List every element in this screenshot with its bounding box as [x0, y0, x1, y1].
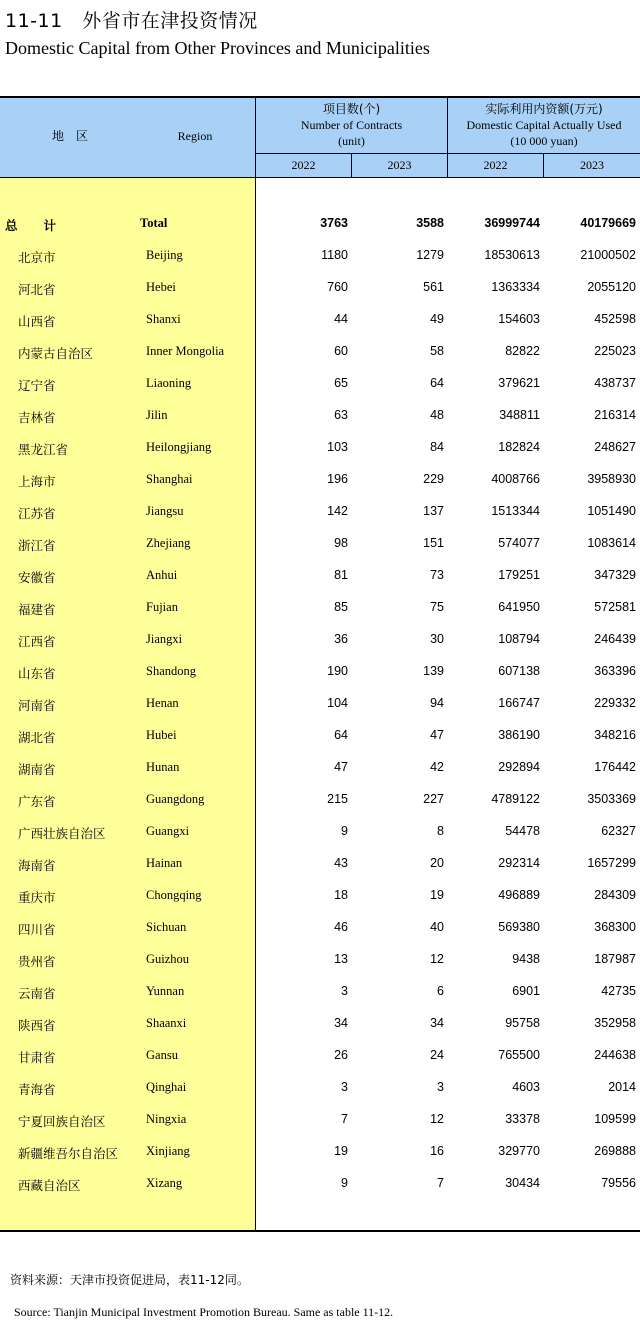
contracts-2023: 151 — [423, 536, 444, 550]
region-name-en: Inner Mongolia — [146, 344, 225, 358]
capital-2022: 292894 — [498, 760, 540, 774]
capital-2022: 379621 — [498, 376, 540, 390]
bottom-rule — [0, 1230, 640, 1232]
year-header: 2023 — [387, 158, 412, 172]
region-name-en: Zhejiang — [146, 536, 191, 550]
region-name-en: Jilin — [146, 408, 168, 422]
capital-2022: 496889 — [498, 888, 540, 902]
region-name-zh: 吉林省 — [18, 410, 56, 425]
capital-2023: 79556 — [601, 1176, 636, 1190]
contracts-2022: 43 — [334, 856, 348, 870]
region-name-zh: 上海市 — [18, 474, 56, 489]
region-name-zh: 广西壮族自治区 — [18, 826, 106, 841]
contracts-2023: 561 — [423, 280, 444, 294]
capital-2022: 54478 — [505, 824, 540, 838]
capital-2023: 438737 — [594, 376, 636, 390]
contracts-2023: 7 — [437, 1176, 444, 1190]
capital-2023: 1051490 — [587, 504, 636, 518]
table-row — [0, 1010, 640, 1042]
region-name-en: Heilongjiang — [146, 440, 212, 454]
year-header: 2022 — [291, 158, 316, 172]
table-row — [0, 946, 640, 978]
table-row — [0, 562, 640, 594]
capital-2023: 368300 — [594, 920, 636, 934]
contracts-2023: 64 — [430, 376, 444, 390]
region-name-zh: 安徽省 — [18, 570, 56, 585]
contracts-2023: 19 — [430, 888, 444, 902]
capital-2022: 18530613 — [484, 248, 540, 262]
contracts-2023: 84 — [430, 440, 444, 454]
region-name-en: Fujian — [146, 600, 178, 614]
capital-2023: 187987 — [594, 952, 636, 966]
contracts-2023: 3588 — [416, 216, 444, 230]
region-name-zh: 贵州省 — [18, 954, 56, 969]
contracts-2022: 44 — [334, 312, 348, 326]
region-name-zh: 河南省 — [18, 698, 56, 713]
contracts-2022: 46 — [334, 920, 348, 934]
region-name-zh: 西藏自治区 — [18, 1178, 81, 1193]
table-title-en: Domestic Capital from Other Provinces and Municipalities — [5, 38, 430, 58]
region-header-zh: 地 区 — [51, 129, 88, 143]
capital-2022: 1513344 — [491, 504, 540, 518]
contracts-2023: 73 — [430, 568, 444, 582]
capital-2022: 30434 — [505, 1176, 540, 1190]
capital-2023: 347329 — [594, 568, 636, 582]
region-name-en: Hainan — [146, 856, 183, 870]
capital-2022: 154603 — [498, 312, 540, 326]
capital-2023: 2014 — [608, 1080, 636, 1094]
region-name-en: Xinjiang — [146, 1144, 190, 1158]
table-row — [0, 1138, 640, 1170]
region-name-zh: 青海省 — [18, 1082, 56, 1097]
capital-2023: 40179669 — [580, 216, 636, 230]
table-row — [0, 1074, 640, 1106]
contracts-2023: 49 — [430, 312, 444, 326]
contracts-header-zh: 项目数(个) — [322, 102, 381, 116]
table-row — [0, 434, 640, 466]
capital-2023: 1083614 — [587, 536, 636, 550]
region-name-en: Yunnan — [146, 984, 185, 998]
region-name-zh: 内蒙古自治区 — [18, 346, 94, 361]
region-name-zh: 四川省 — [18, 922, 56, 937]
region-name-zh: 海南省 — [18, 858, 56, 873]
data-table — [0, 96, 640, 1232]
region-name-zh: 江苏省 — [18, 506, 56, 521]
contracts-2023: 34 — [430, 1016, 444, 1030]
contracts-header-en: Number of Contracts — [300, 118, 403, 132]
contracts-2022: 142 — [327, 504, 348, 518]
region-name-zh: 陕西省 — [18, 1018, 56, 1033]
capital-2022: 348811 — [499, 408, 540, 422]
capital-2022: 4789122 — [491, 792, 540, 806]
year-header: 2023 — [580, 158, 604, 172]
contracts-2022: 9 — [341, 824, 348, 838]
capital-2022: 95758 — [505, 1016, 540, 1030]
table-row — [0, 722, 640, 754]
capital-2022: 166747 — [498, 696, 540, 710]
contracts-2022: 81 — [334, 568, 348, 582]
capital-2023: 348216 — [594, 728, 636, 742]
contracts-2023: 229 — [423, 472, 444, 486]
region-name-en: Beijing — [146, 248, 183, 262]
contracts-2023: 139 — [423, 664, 444, 678]
table-row — [0, 594, 640, 626]
contracts-2022: 3 — [341, 984, 348, 998]
capital-2023: 452598 — [594, 312, 636, 326]
capital-2023: 244638 — [594, 1048, 636, 1062]
contracts-header-unit: (unit) — [338, 134, 365, 148]
region-name-en: Guangdong — [146, 792, 205, 806]
capital-2023: 62327 — [601, 824, 636, 838]
table-row — [0, 338, 640, 370]
region-name-zh: 山东省 — [18, 666, 56, 681]
region-name-zh: 辽宁省 — [18, 378, 56, 393]
capital-2023: 225023 — [594, 344, 636, 358]
contracts-2022: 65 — [334, 376, 348, 390]
table-row — [0, 306, 640, 338]
capital-header-zh: 实际利用内资额(万元) — [485, 102, 603, 116]
region-name-en: Hunan — [146, 760, 180, 774]
region-name-zh: 新疆维吾尔自治区 — [18, 1146, 119, 1161]
table-row — [0, 1042, 640, 1074]
region-name-zh: 浙江省 — [18, 538, 56, 553]
contracts-2023: 47 — [430, 728, 444, 742]
capital-2022: 4603 — [512, 1080, 540, 1094]
table-row — [0, 1170, 640, 1202]
table-row — [0, 818, 640, 850]
contracts-2022: 34 — [334, 1016, 348, 1030]
capital-2022: 36999744 — [484, 216, 540, 230]
top-rule — [0, 96, 640, 98]
region-name-en: Guangxi — [146, 824, 190, 838]
contracts-2022: 104 — [327, 696, 348, 710]
contracts-2023: 6 — [437, 984, 444, 998]
capital-2023: 2055120 — [587, 280, 636, 294]
region-name-zh: 河北省 — [18, 282, 56, 297]
region-header-en: Region — [177, 129, 213, 143]
capital-header-en: Domestic Capital Actually Used — [466, 118, 622, 132]
contracts-2023: 94 — [430, 696, 444, 710]
contracts-2022: 63 — [334, 408, 348, 422]
table-title-zh: 11-11 外省市在津投资情况 — [5, 10, 258, 32]
table-row — [0, 402, 640, 434]
contracts-2022: 47 — [334, 760, 348, 774]
contracts-2022: 190 — [327, 664, 348, 678]
region-name-zh: 黑龙江省 — [18, 442, 69, 457]
capital-2023: 21000502 — [580, 248, 636, 262]
contracts-2022: 98 — [334, 536, 348, 550]
capital-2022: 641950 — [498, 600, 540, 614]
region-name-en: Hebei — [146, 280, 176, 294]
region-name-en: Henan — [146, 696, 179, 710]
contracts-2022: 36 — [334, 632, 348, 646]
capital-2023: 246439 — [594, 632, 636, 646]
capital-2022: 607138 — [498, 664, 540, 678]
region-name-zh: 广东省 — [18, 794, 56, 809]
capital-2023: 3503369 — [587, 792, 636, 806]
contracts-2022: 1180 — [321, 248, 348, 262]
capital-2023: 284309 — [594, 888, 636, 902]
table-row — [0, 786, 640, 818]
capital-2022: 9438 — [512, 952, 540, 966]
contracts-2022: 60 — [334, 344, 348, 358]
contracts-2022: 7 — [341, 1112, 348, 1126]
region-name-en: Jiangxi — [146, 632, 183, 646]
contracts-2022: 196 — [327, 472, 348, 486]
capital-2023: 269888 — [594, 1144, 636, 1158]
region-name-zh: 甘肃省 — [18, 1050, 56, 1065]
capital-2023: 363396 — [594, 664, 636, 678]
contracts-2023: 16 — [430, 1144, 444, 1158]
capital-2022: 569380 — [498, 920, 540, 934]
capital-2022: 108794 — [498, 632, 540, 646]
region-name-zh: 北京市 — [18, 250, 56, 265]
table-row — [0, 914, 640, 946]
region-name-zh: 重庆市 — [18, 890, 56, 905]
contracts-2023: 137 — [423, 504, 444, 518]
table-row — [0, 626, 640, 658]
capital-2023: 3958930 — [587, 472, 636, 486]
capital-2022: 765500 — [498, 1048, 540, 1062]
contracts-2022: 9 — [341, 1176, 348, 1190]
source-note-en: Source: Tianjin Municipal Investment Promotion Bureau. Same as table 11-12. — [14, 1305, 394, 1319]
contracts-2023: 12 — [430, 1112, 444, 1126]
region-name-en: Ningxia — [146, 1112, 187, 1126]
contracts-2022: 215 — [327, 792, 348, 806]
capital-2022: 292314 — [498, 856, 540, 870]
capital-header-unit: (10 000 yuan) — [510, 134, 578, 148]
region-name-en: Sichuan — [146, 920, 187, 934]
table-row — [0, 978, 640, 1010]
capital-2022: 4008766 — [491, 472, 540, 486]
capital-2022: 6901 — [512, 984, 540, 998]
capital-2022: 179251 — [498, 568, 540, 582]
contracts-2023: 42 — [430, 760, 444, 774]
region-name-en: Liaoning — [146, 376, 192, 390]
table-row — [0, 754, 640, 786]
capital-2023: 229332 — [594, 696, 636, 710]
contracts-2022: 3 — [341, 1080, 348, 1094]
contracts-2022: 85 — [334, 600, 348, 614]
contracts-2023: 1279 — [416, 248, 444, 262]
contracts-2023: 75 — [430, 600, 444, 614]
region-name-en: Total — [140, 216, 168, 230]
table-row — [0, 274, 640, 306]
contracts-2023: 3 — [437, 1080, 444, 1094]
capital-2023: 216314 — [594, 408, 636, 422]
contracts-2022: 760 — [327, 280, 348, 294]
contracts-2022: 18 — [334, 888, 348, 902]
capital-2023: 352958 — [594, 1016, 636, 1030]
capital-2022: 329770 — [498, 1144, 540, 1158]
table-row — [0, 690, 640, 722]
contracts-2023: 20 — [430, 856, 444, 870]
region-name-zh: 江西省 — [18, 634, 56, 649]
contracts-2022: 13 — [334, 952, 348, 966]
region-name-en: Guizhou — [146, 952, 190, 966]
contracts-2022: 19 — [334, 1144, 348, 1158]
table-row-total — [0, 210, 640, 242]
region-name-zh: 宁夏回族自治区 — [18, 1114, 106, 1129]
table-row — [0, 370, 640, 402]
source-note-zh: 资料来源：天津市投资促进局，表11-12同。 — [10, 1273, 249, 1287]
capital-2023: 1657299 — [587, 856, 636, 870]
table-row — [0, 1106, 640, 1138]
header-rule — [0, 177, 640, 178]
capital-2022: 1363334 — [491, 280, 540, 294]
region-name-zh: 云南省 — [18, 986, 56, 1001]
contracts-2023: 24 — [430, 1048, 444, 1062]
contracts-2023: 227 — [423, 792, 444, 806]
capital-2023: 248627 — [594, 440, 636, 454]
table-row — [0, 850, 640, 882]
region-name-en: Qinghai — [146, 1080, 187, 1094]
region-name-en: Shaanxi — [146, 1016, 187, 1030]
contracts-2022: 103 — [327, 440, 348, 454]
region-name-zh: 总计 — [5, 218, 83, 233]
contracts-2023: 30 — [430, 632, 444, 646]
capital-2023: 176442 — [594, 760, 636, 774]
capital-2022: 33378 — [505, 1112, 540, 1126]
region-name-en: Anhui — [146, 568, 178, 582]
contracts-2023: 8 — [437, 824, 444, 838]
table-row — [0, 498, 640, 530]
region-name-zh: 山西省 — [18, 314, 56, 329]
contracts-2023: 58 — [430, 344, 444, 358]
year-row-rule — [255, 153, 640, 154]
region-name-zh: 湖北省 — [18, 730, 56, 745]
capital-2022: 182824 — [498, 440, 540, 454]
contracts-2023: 48 — [430, 408, 444, 422]
region-name-en: Hubei — [146, 728, 177, 742]
region-name-en: Xizang — [146, 1176, 183, 1190]
table-row — [0, 242, 640, 274]
region-name-zh: 湖南省 — [18, 762, 56, 777]
region-name-en: Shanxi — [146, 312, 181, 326]
table-row — [0, 466, 640, 498]
region-name-en: Shandong — [146, 664, 196, 678]
capital-2023: 109599 — [594, 1112, 636, 1126]
capital-2022: 82822 — [505, 344, 540, 358]
contracts-2022: 3763 — [320, 216, 348, 230]
table-row — [0, 882, 640, 914]
capital-2022: 574077 — [498, 536, 540, 550]
region-name-en: Chongqing — [146, 888, 202, 902]
contracts-2022: 26 — [334, 1048, 348, 1062]
region-name-en: Jiangsu — [146, 504, 184, 518]
contracts-2023: 12 — [430, 952, 444, 966]
capital-2023: 572581 — [594, 600, 636, 614]
region-name-zh: 福建省 — [18, 602, 56, 617]
capital-2022: 386190 — [498, 728, 540, 742]
year-header: 2022 — [483, 158, 508, 172]
contracts-2022: 64 — [334, 728, 348, 742]
capital-2023: 42735 — [601, 984, 636, 998]
region-name-en: Gansu — [146, 1048, 178, 1062]
table-row — [0, 530, 640, 562]
table-row — [0, 658, 640, 690]
region-name-en: Shanghai — [146, 472, 193, 486]
contracts-2023: 40 — [430, 920, 444, 934]
